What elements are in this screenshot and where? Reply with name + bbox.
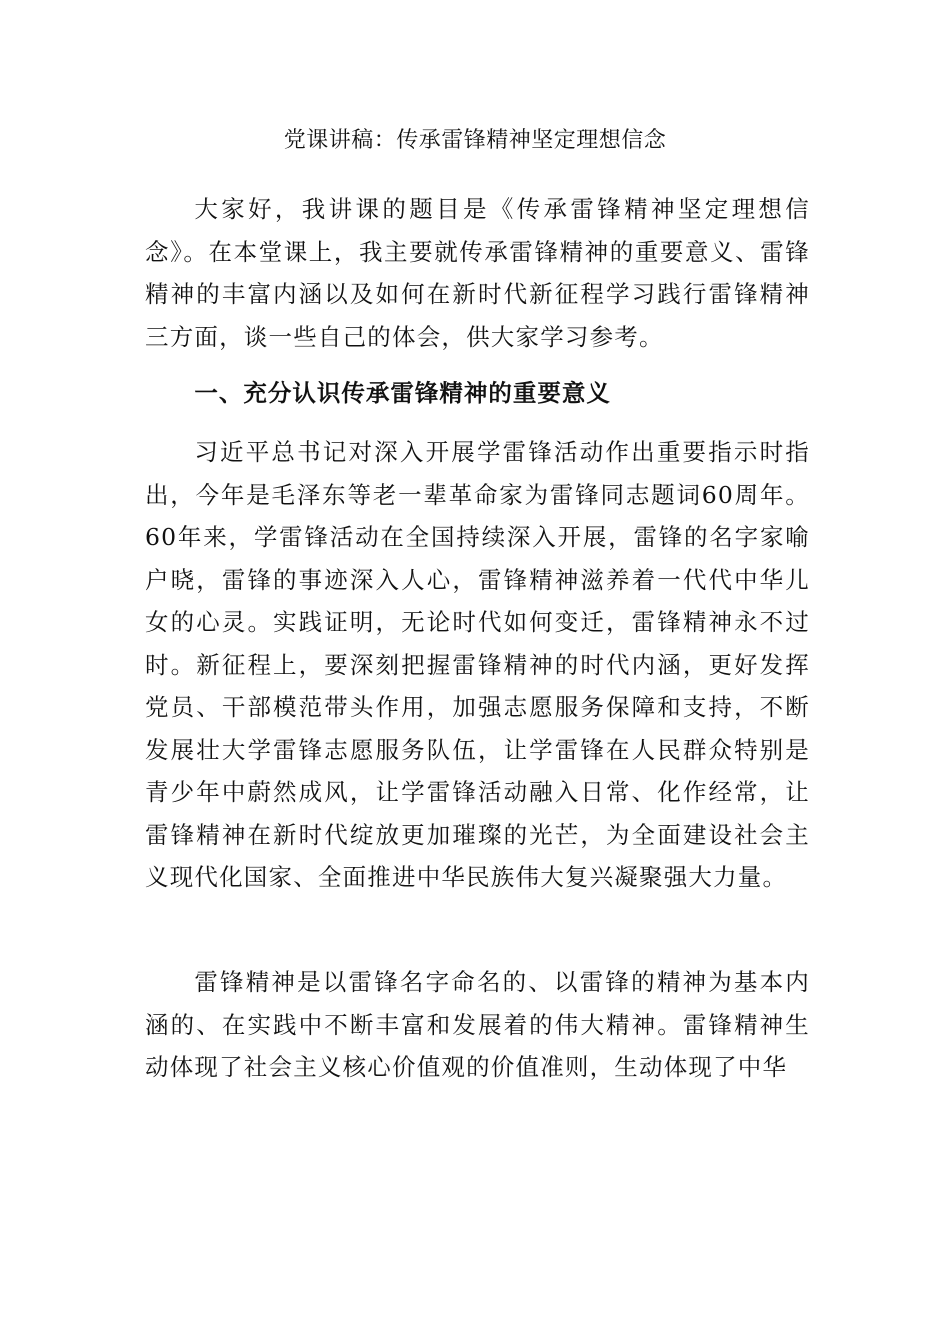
section-heading-1: 一、充分认识传承雷锋精神的重要意义	[194, 379, 611, 407]
section-paragraph-block-1	[145, 431, 810, 899]
section-paragraph-block-2	[145, 961, 810, 1089]
intro-paragraph-block	[145, 188, 810, 358]
section-paragraph-2: 雷锋精神是以雷锋名字命名的、以雷锋的精神为基本内涵的、在实践中不断丰富和发展着的伟大精神。雷锋精神生动体现了社会主义核心价值观的价值准则，生动体现了中华	[145, 968, 810, 1081]
document-title: 党课讲稿：传承雷锋精神坚定理想信念	[283, 128, 667, 153]
intro-paragraph: 大家好，我讲课的题目是《传承雷锋精神坚定理想信念》。在本堂课上，我主要就传承雷锋精神的重要意义、雷锋精神的丰富内涵以及如何在新时代新征程学习践行雷锋精神三方面，谈一些自己的体会，供大家学习参考。	[145, 195, 810, 351]
section-heading-block	[145, 372, 810, 415]
section-paragraph-1: 习近平总书记对深入开展学雷锋活动作出重要指示时指出，今年是毛泽东等老一辈革命家为雷锋同志题词60周年。60年来，学雷锋活动在全国持续深入开展，雷锋的名字家喻户晓，雷锋的事迹深入人心，雷锋精神滋养着一代代中华儿女的心灵。实践证明，无论时代如何变迁，雷锋精神永不过时。新征程上，要深刻把握雷锋精神的时代内涵，更好发挥党员、干部模范带头作用，加强志愿服务保障和支持，不断发展壮大学雷锋志愿服务队伍，让学雷锋在人民群众特别是青少年中蔚然成风，让学雷锋活动融入日常、化作经常，让雷锋精神在新时代绽放更加璀璨的光芒，为全面建设社会主义现代化国家、全面推进中华民族伟大复兴凝聚强大力量。	[145, 438, 810, 891]
